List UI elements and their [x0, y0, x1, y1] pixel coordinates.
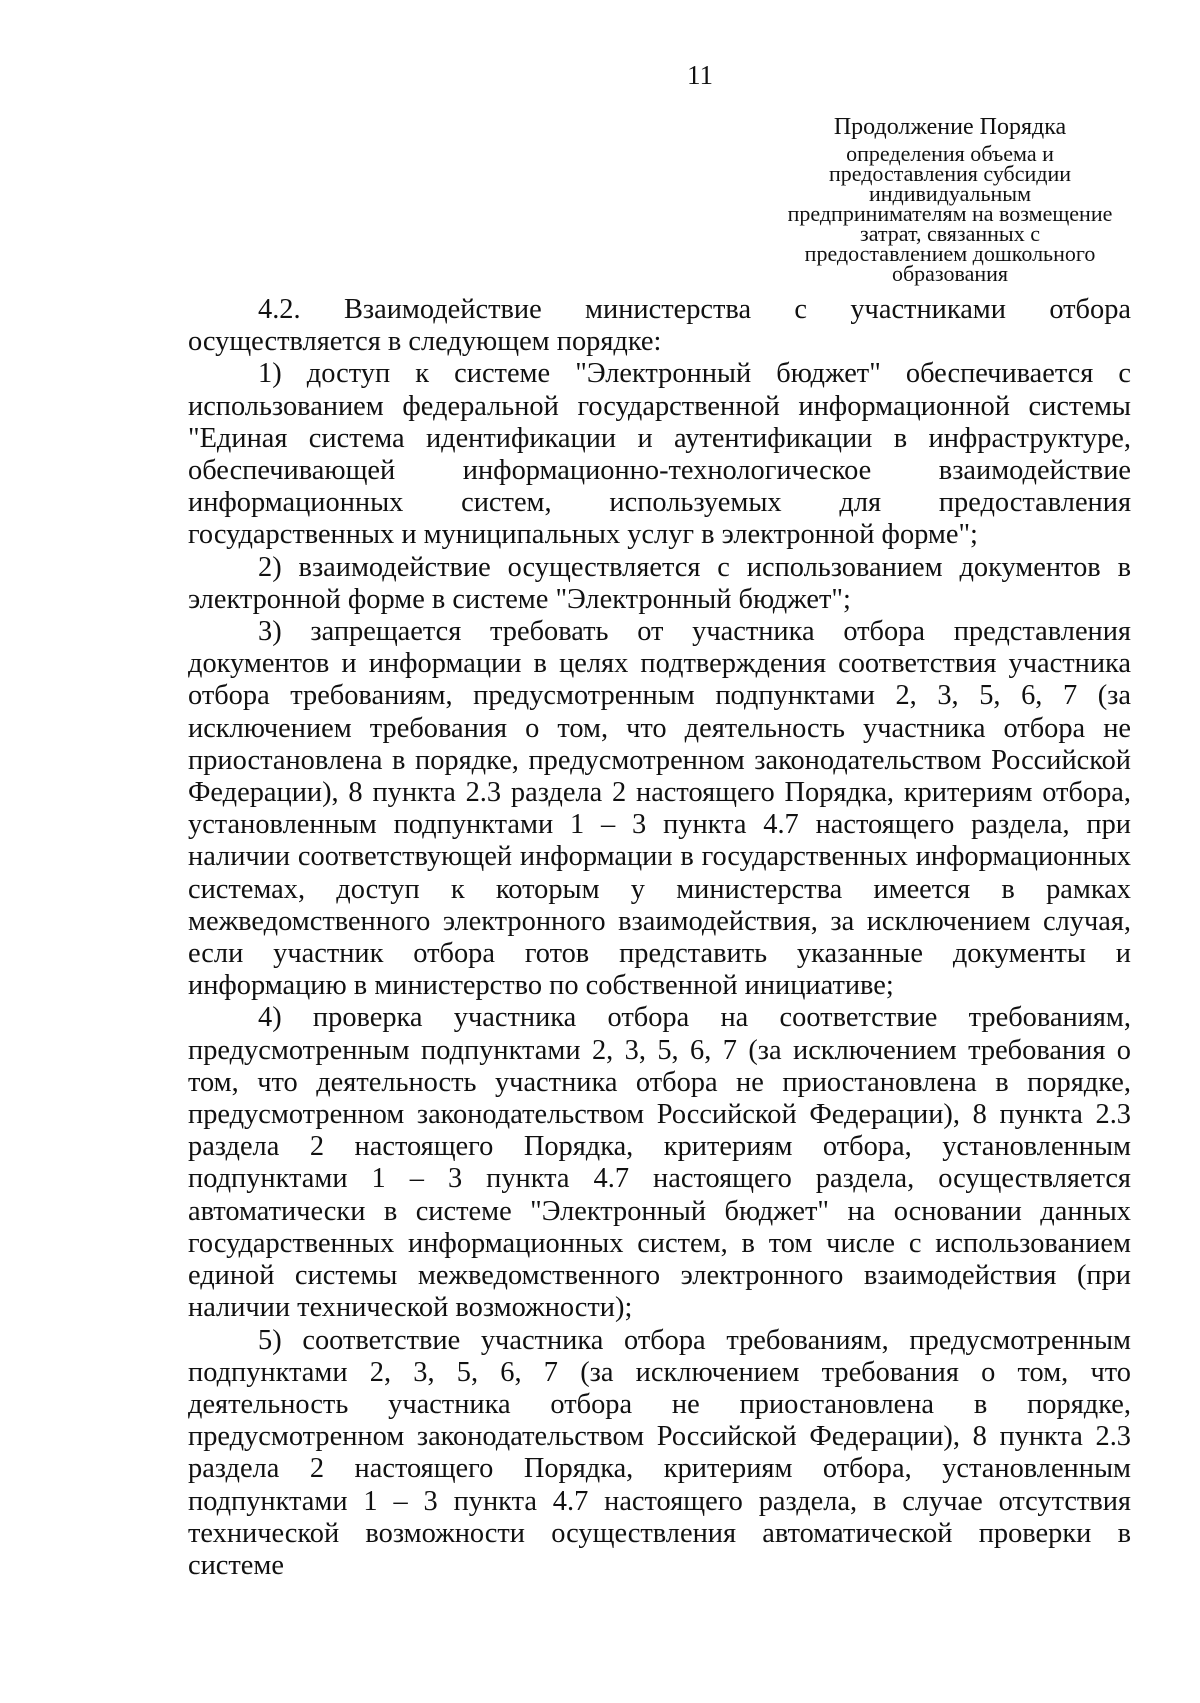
heading-line: затрат, связанных с — [860, 221, 1040, 246]
paragraph-4-2: 4.2. Взаимодействие министерства с участниками отбора осуществляется в следующем порядке: — [188, 294, 1131, 358]
heading-line: индивидуальным — [868, 181, 1032, 206]
list-item-2: 2) взаимодействие осуществляется с использованием документов в электронной форме в системе "Электронный бюджет"; — [188, 551, 1131, 615]
heading-line: предпринимателям на возмещение — [787, 201, 1113, 226]
heading-line: Продолжение Порядка — [833, 114, 1067, 140]
heading-line: образования — [891, 261, 1009, 286]
list-item-4: 4) проверка участника отбора на соответствие требованиям, предусмотренным подпунктами 2, 3, 5, 6, 7 (за исключением требования о том, что деятельность участника отбора не приостановлена в порядке, предусмотренном законодательством Российской Федерации), 8 пункта 2.3 раздела 2 настоящего Порядка, критериям отбора, установленным подпунктами 1 – 3 пункта 4.7 настоящего раздела, осуществляется автоматически в системе "Электронный бюджет" на основании данных государственных информационных систем, в том числе с использованием единой системы межведомственного электронного взаимодействия (при наличии технической возможности); — [188, 1002, 1131, 1324]
heading-line: предоставления субсидии — [828, 161, 1072, 186]
list-item-1: 1) доступ к системе "Электронный бюджет" обеспечивается с использованием федеральной государственной информационной системы "Единая система идентификации и аутентификации в инфраструктуре, обеспечивающей информационно-технологическое взаимодействие информационных систем, используемых для предоставления государственных и муниципальных услуг в электронной форме"; — [188, 358, 1131, 551]
list-item-5: 5) соответствие участника отбора требованиям, предусмотренным подпунктами 2, 3, 5, 6, 7 (за исключением требования о том, что деятельность участника отбора не приостановлена в порядке, предусмотренном законодательством Российской Федерации), 8 пункта 2.3 раздела 2 настоящего Порядка, критериям отбора, установленным подпунктами 1 – 3 пункта 4.7 настоящего раздела, в случае отсутствия технической возможности осуществления автоматической проверки в системе — [188, 1324, 1131, 1581]
document-heading-block — [760, 112, 1140, 284]
list-item-3: 3) запрещается требовать от участника отбора представления документов и информации в целях подтверждения соответствия участника отбора требованиям, предусмотренным подпунктами 2, 3, 5, 6, 7 (за исключением требования о том, что деятельность участника отбора не приостановлена в порядке, предусмотренном законодательством Российской Федерации), 8 пункта 2.3 раздела 2 настоящего Порядка, критериям отбора, установленным подпунктами 1 – 3 пункта 4.7 настоящего раздела, при наличии соответствующей информации в государственных информационных системах, доступ к которым у министерства имеется в рамках межведомственного электронного взаимодействия, за исключением случая, если участник отбора готов представить указанные документы и информацию в министерство по собственной инициативе; — [188, 616, 1131, 1002]
body-text — [188, 294, 1131, 1582]
heading-line: предоставлением дошкольного — [804, 241, 1096, 266]
heading-line: определения объема и — [846, 141, 1054, 166]
page-number: 11 — [687, 60, 713, 90]
